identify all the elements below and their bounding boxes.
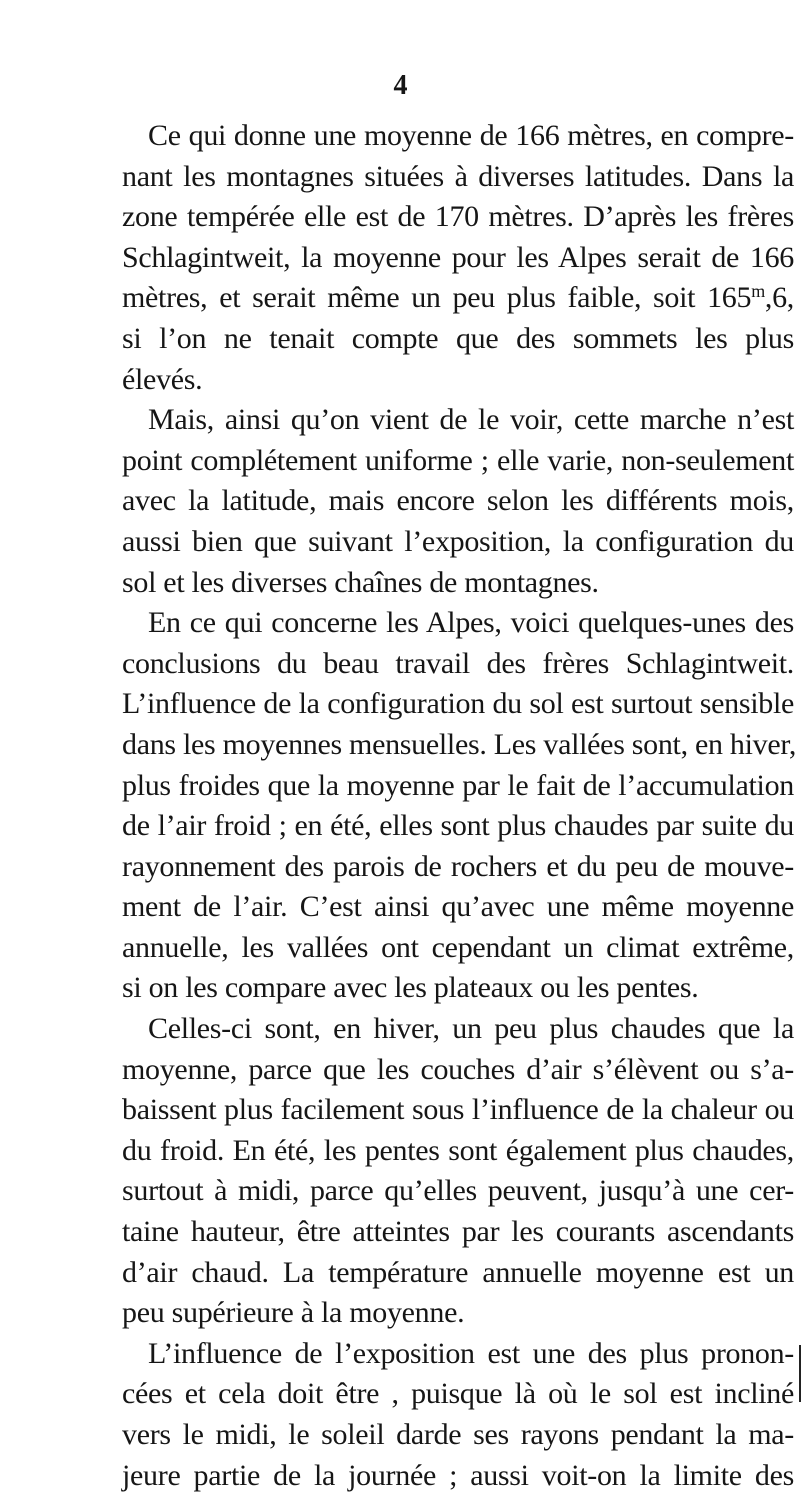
text-line: zone tempérée elle est de 170 mètres. D’après les frères <box>122 200 794 234</box>
text-line: élevés. <box>122 362 203 396</box>
text-line: jeure partie de la journée ; aussi voit-on la limite des <box>122 1458 794 1492</box>
text-line: rayonnement des parois de rochers et du peu de mouve- <box>122 849 794 883</box>
text-line: de l’air froid ; en été, elles sont plus chaudes par suite du <box>122 809 794 843</box>
text-line: plus froides que la moyenne par le fait de l’accumulation <box>122 768 794 802</box>
text-line: d’air chaud. La température annuelle moyenne est un <box>122 1255 794 1289</box>
page-number: 4 <box>393 70 408 101</box>
text-line: nant les montagnes situées à diverses latitudes. Dans la <box>122 159 794 193</box>
text-line: cées et cela doit être , puisque là où le sol est incliné <box>122 1377 794 1411</box>
text-line: En ce qui concerne les Alpes, voici quelques-unes des <box>148 606 794 640</box>
text-line: taine hauteur, être atteintes par les courants ascendants <box>122 1215 794 1249</box>
text-line: avec la latitude, mais encore selon les différents mois, <box>122 484 794 518</box>
text-line-content: mètres, et serait même un peu plus faible, soit 165 <box>122 281 752 315</box>
text-line: ment de l’air. C’est ainsi qu’avec une même moyenne <box>122 890 794 924</box>
text-line: point complétement uniforme ; elle varie, non-seulement <box>122 443 794 477</box>
text-line: conclusions du beau travail des frères Schlagintweit. <box>122 646 794 680</box>
text-line: annuelle, les vallées ont cependant un climat extrême, <box>122 930 794 964</box>
text-line: Celles-ci sont, en hiver, un peu plus chaudes que la <box>148 1012 794 1046</box>
text-line: si on les compare avec les plateaux ou les pentes. <box>122 971 699 1005</box>
text-line: peu supérieure à la moyenne. <box>122 1296 465 1330</box>
text-line: vers le midi, le soleil darde ses rayons pendant la ma- <box>122 1418 794 1451</box>
text-line: du froid. En été, les pentes sont également plus chaudes, <box>122 1133 794 1167</box>
unit-superscript: m <box>751 281 765 302</box>
text-line-continuation: ,6, <box>764 281 794 315</box>
text-line: Ce qui donne une moyenne de 166 mètres, en compre- <box>148 119 794 152</box>
text-line: si l’on ne tenait compte que des sommets les plus <box>122 321 794 355</box>
text-line <box>122 278 794 319</box>
text-line: Mais, ainsi qu’on vient de le voir, cette marche n’est <box>148 403 794 437</box>
body-text <box>122 116 797 1496</box>
text-line: Schlagintweit, la moyenne pour les Alpes serait de 166 <box>122 240 794 274</box>
text-line: moyenne, parce que les couches d’air s’élèvent ou s’a- <box>122 1052 794 1086</box>
text-line: baissent plus facilement sous l’influence de la chaleur ou <box>122 1093 794 1127</box>
text-line: L’influence de l’exposition est une des plus pronon- <box>148 1336 794 1370</box>
text-line: L’influence de la configuration du sol est surtout sensible <box>122 687 794 721</box>
text-line: aussi bien que suivant l’exposition, la configuration du <box>122 524 794 558</box>
text-line: dans les moyennes mensuelles. Les vallées sont, en hiver, <box>122 727 797 761</box>
text-line: surtout à midi, parce qu’elles peuvent, jusqu’à une cer- <box>122 1174 794 1208</box>
text-line: sol et les diverses chaînes de montagnes. <box>122 565 599 599</box>
